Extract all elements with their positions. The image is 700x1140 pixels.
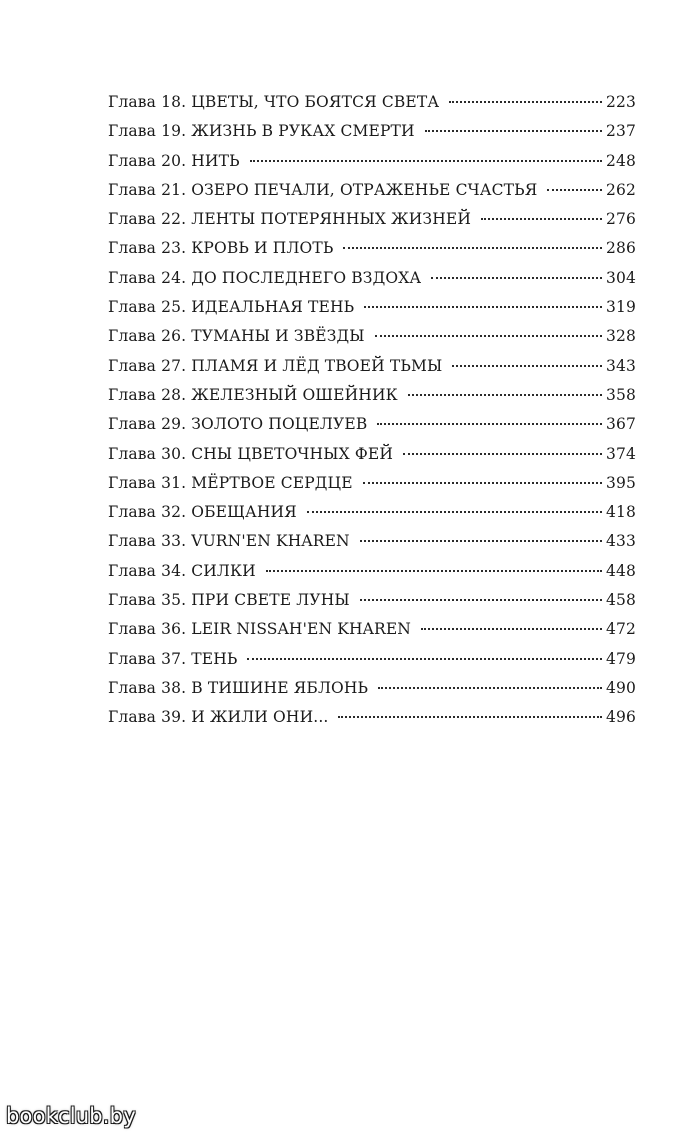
toc-leader-dots: [360, 540, 602, 542]
toc-entry-label: [108, 591, 350, 609]
toc-page-number: 304: [605, 268, 636, 287]
toc-page-number: 358: [605, 385, 636, 404]
toc-entry-label: [108, 122, 415, 140]
toc-chapter-number: Глава 31.: [108, 473, 187, 492]
toc-chapter-number: Глава 34.: [108, 561, 187, 580]
toc-entry-label: [108, 93, 439, 111]
toc-chapter-title: ЦВЕТЫ, ЧТО БОЯТСЯ СВЕТА: [191, 93, 440, 111]
toc-chapter-number: Глава 30.: [108, 444, 187, 463]
toc-entry-label: [108, 210, 471, 228]
toc-page-number: 395: [605, 473, 636, 492]
toc-chapter-title: ОБЕЩАНИЯ: [191, 503, 297, 522]
toc-page-number: 433: [605, 532, 636, 551]
toc-chapter-number: Глава 19.: [108, 122, 187, 141]
toc-chapter-title: ЖЕЛЕЗНЫЙ ОШЕЙНИК: [191, 385, 398, 404]
toc-leader-dots: [307, 511, 602, 513]
toc-page-number: 418: [605, 503, 636, 522]
toc-chapter-number: Глава 35.: [108, 591, 187, 610]
toc-page-number: 490: [605, 678, 636, 697]
toc-entry-label: [108, 708, 328, 726]
toc-chapter-number: Глава 38.: [108, 678, 187, 697]
toc-entry-label: [108, 181, 537, 199]
toc-entry-label: [108, 532, 350, 550]
toc-chapter-title: ИДЕАЛЬНАЯ ТЕНЬ: [191, 298, 355, 317]
toc-page-number: 374: [605, 444, 636, 463]
toc-chapter-number: Глава 25.: [108, 298, 187, 317]
toc-page-number: 343: [605, 356, 636, 375]
toc-chapter-title: КРОВЬ И ПЛОТЬ: [191, 239, 334, 258]
toc-leader-dots: [481, 218, 602, 220]
toc-page-number: 328: [605, 327, 636, 346]
toc-chapter-number: Глава 37.: [108, 649, 187, 668]
toc-chapter-number: Глава 18.: [108, 93, 187, 111]
toc-entry: [108, 122, 636, 151]
toc-chapter-title: ОЗЕРО ПЕЧАЛИ, ОТРАЖЕНЬЕ СЧАСТЬЯ: [191, 180, 538, 199]
toc-page-number: 248: [605, 151, 636, 170]
toc-chapter-title: ЛЕНТЫ ПОТЕРЯННЫХ ЖИЗНЕЙ: [191, 210, 471, 229]
toc-chapter-title: ПЛАМЯ И ЛЁД ТВОЕЙ ТЬМЫ: [191, 356, 443, 375]
toc-page-number: 458: [605, 591, 636, 610]
toc-leader-dots: [247, 658, 601, 660]
toc-chapter-title: СИЛКИ: [191, 561, 256, 580]
toc-leader-dots: [375, 335, 602, 337]
watermark: bookclub.by: [6, 1104, 136, 1128]
toc-entry-label: [108, 386, 398, 404]
toc-chapter-title: ТЕНЬ: [191, 649, 238, 668]
toc-page-number: 262: [605, 180, 636, 199]
toc-leader-dots: [338, 716, 601, 718]
toc-leader-dots: [431, 277, 602, 279]
toc-chapter-number: Глава 27.: [108, 356, 187, 375]
toc-entry-label: [108, 327, 365, 345]
toc-entry: [108, 357, 636, 386]
toc-entry-label: [108, 357, 442, 375]
toc-entry-label: [108, 620, 411, 638]
toc-entry: [108, 386, 636, 415]
toc-chapter-number: Глава 39.: [108, 708, 187, 727]
toc-chapter-number: Глава 23.: [108, 239, 187, 258]
toc-chapter-title: МЁРТВОЕ СЕРДЦЕ: [191, 473, 353, 492]
toc-leader-dots: [360, 599, 602, 601]
toc-page-number: 496: [605, 708, 636, 727]
table-of-contents: [108, 93, 636, 738]
toc-page-number: 276: [605, 210, 636, 229]
toc-chapter-title: LEIR NISSAH'EN KHAREN: [191, 620, 411, 639]
toc-chapter-title: ДО ПОСЛЕДНЕГО ВЗДОХА: [191, 268, 422, 287]
toc-entry-label: [108, 474, 353, 492]
toc-entry: [108, 210, 636, 239]
toc-entry-label: [108, 269, 421, 287]
toc-leader-dots: [425, 130, 602, 132]
toc-page-number: 223: [605, 93, 636, 111]
toc-chapter-number: Глава 32.: [108, 503, 187, 522]
toc-entry-label: [108, 239, 333, 257]
toc-chapter-number: Глава 26.: [108, 327, 187, 346]
toc-entry: [108, 503, 636, 532]
toc-entry-label: [108, 650, 237, 668]
toc-chapter-number: Глава 24.: [108, 268, 187, 287]
toc-chapter-title: ЗОЛОТО ПОЦЕЛУЕВ: [191, 415, 368, 434]
toc-page-number: 448: [605, 561, 636, 580]
toc-entry: [108, 679, 636, 708]
toc-page-number: 237: [605, 122, 636, 141]
toc-chapter-title: В ТИШИНЕ ЯБЛОНЬ: [191, 678, 369, 697]
toc-page-number: 367: [605, 415, 636, 434]
toc-entry: [108, 93, 636, 122]
toc-entry-label: [108, 415, 367, 433]
toc-leader-dots: [452, 365, 602, 367]
toc-entry: [108, 708, 636, 737]
toc-chapter-title: ПРИ СВЕТЕ ЛУНЫ: [191, 591, 350, 610]
toc-entry: [108, 620, 636, 649]
toc-chapter-title: НИТЬ: [191, 151, 240, 170]
toc-chapter-number: Глава 22.: [108, 210, 187, 229]
toc-entry: [108, 474, 636, 503]
toc-entry-label: [108, 562, 256, 580]
toc-page-number: 472: [605, 620, 636, 639]
toc-leader-dots: [363, 482, 602, 484]
toc-chapter-number: Глава 28.: [108, 385, 187, 404]
toc-page-number: 286: [605, 239, 636, 258]
toc-chapter-number: Глава 20.: [108, 151, 187, 170]
toc-leader-dots: [377, 423, 602, 425]
toc-leader-dots: [421, 628, 602, 630]
toc-entry: [108, 445, 636, 474]
toc-entry: [108, 532, 636, 561]
toc-entry: [108, 181, 636, 210]
toc-chapter-title: И ЖИЛИ ОНИ...: [191, 708, 329, 727]
toc-entry-label: [108, 445, 393, 463]
toc-leader-dots: [403, 453, 602, 455]
toc-entry: [108, 298, 636, 327]
toc-chapter-number: Глава 33.: [108, 532, 187, 551]
toc-entry-label: [108, 503, 297, 521]
toc-entry: [108, 327, 636, 356]
toc-leader-dots: [449, 101, 602, 103]
toc-chapter-title: ТУМАНЫ И ЗВЁЗДЫ: [191, 327, 365, 346]
toc-chapter-number: Глава 36.: [108, 620, 187, 639]
toc-entry-label: [108, 298, 354, 316]
toc-leader-dots: [408, 394, 602, 396]
toc-entry: [108, 269, 636, 298]
toc-chapter-title: СНЫ ЦВЕТОЧНЫХ ФЕЙ: [191, 444, 394, 463]
toc-entry-label: [108, 152, 240, 170]
toc-chapter-title: VURN'EN KHAREN: [191, 532, 350, 551]
toc-leader-dots: [266, 570, 602, 572]
toc-page-number: 479: [605, 649, 636, 668]
toc-leader-dots: [343, 247, 601, 249]
toc-page-number: 319: [605, 298, 636, 317]
toc-entry: [108, 415, 636, 444]
toc-entry: [108, 650, 636, 679]
toc-entry: [108, 591, 636, 620]
toc-leader-dots: [547, 189, 602, 191]
toc-chapter-number: Глава 21.: [108, 180, 187, 199]
toc-chapter-title: ЖИЗНЬ В РУКАХ СМЕРТИ: [191, 122, 415, 141]
toc-entry-label: [108, 679, 368, 697]
toc-entry: [108, 562, 636, 591]
toc-entry: [108, 239, 636, 268]
toc-leader-dots: [250, 160, 602, 162]
toc-leader-dots: [378, 687, 602, 689]
toc-chapter-number: Глава 29.: [108, 415, 187, 434]
toc-entry: [108, 152, 636, 181]
toc-leader-dots: [364, 306, 602, 308]
